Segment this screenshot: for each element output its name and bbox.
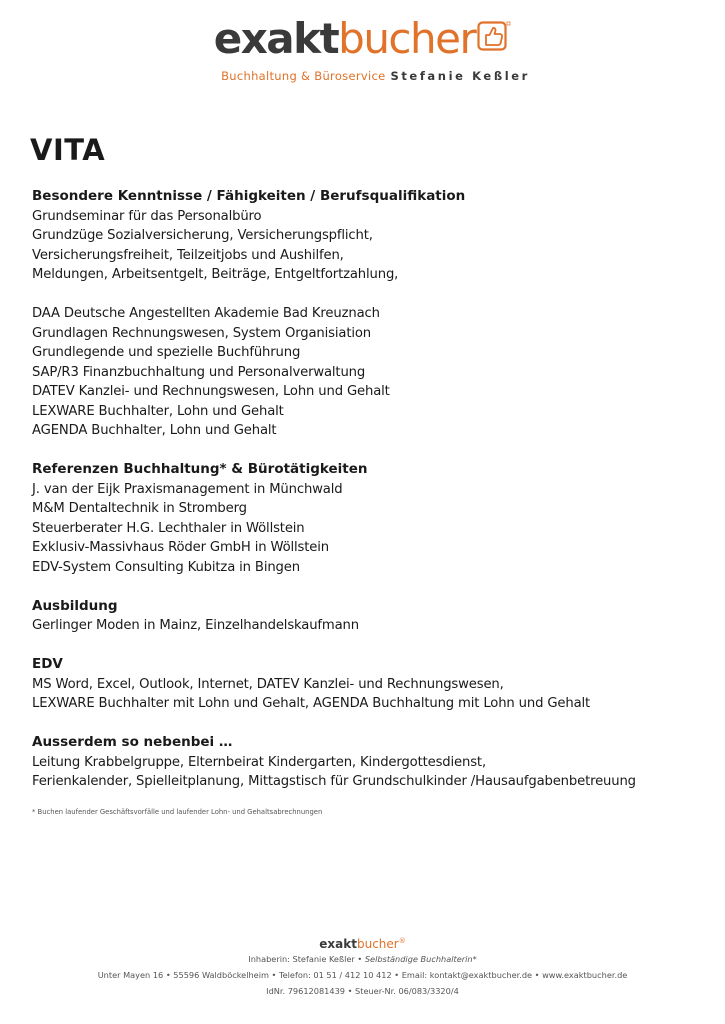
section-heading: Ausserdem so nebenbei … (32, 734, 233, 750)
list-item: J. van der Eijk Praxismanagement in Münchwald (32, 481, 343, 497)
footnote: * Buchen laufender Geschäftsvorfälle und laufender Lohn- und Gehaltsabrechnungen (32, 807, 323, 816)
footer-owner-role: Selbständige Buchhalterin* (364, 954, 477, 964)
list-item: Grundzüge Sozialversicherung, Versicherungspflicht, (32, 228, 373, 243)
spacer (32, 285, 702, 305)
list-item: Exklusiv-Massivhaus Röder GmbH in Wöllstein (32, 540, 329, 555)
page-title: VITA (30, 133, 106, 167)
list-item: Versicherungsfreiheit, Teilzeitjobs und Aushilfen, (32, 247, 344, 263)
footer (0, 934, 725, 999)
section-kenntnisse (32, 187, 702, 441)
footer-owner-name: Inhaberin: Stefanie Keßler • (248, 954, 365, 964)
list-item: MS Word, Excel, Outlook, Internet, DATEV Kanzlei- und Rechnungswesen, (32, 676, 504, 692)
list-item: Grundlegende und spezielle Buchführung (32, 345, 301, 360)
footer-logo-bold: exakt (319, 937, 357, 951)
tagline (26, 69, 725, 83)
list-item: LEXWARE Buchhalter mit Lohn und Gehalt, AGENDA Buchhaltung mit Lohn und Gehalt (32, 696, 591, 711)
footer-logo (0, 934, 725, 951)
footer-tax-ids: IdNr. 79612081439 • Steuer-Nr. 06/083/3320/4 (266, 986, 459, 996)
list-item: SAP/R3 Finanzbuchhaltung und Personalverwaltung (32, 364, 366, 380)
list-item: AGENDA Buchhalter, Lohn und Gehalt (32, 423, 277, 438)
footer-owner (0, 951, 725, 967)
list-item: Ferienkalender, Spielleitplanung, Mittagstisch für Grundschulkinder /Hausaufgabenbetreuung (32, 774, 636, 789)
section-edv (32, 655, 702, 714)
list-item: Leitung Krabbelgruppe, Elternbeirat Kindergarten, Kindergottesdienst, (32, 754, 486, 770)
list-item: Gerlinger Moden in Mainz, Einzelhandelskaufmann (32, 618, 359, 633)
list-item: EDV-System Consulting Kubitza in Bingen (32, 559, 300, 575)
list-item: M&M Dentaltechnik in Stromberg (32, 501, 247, 516)
section-ausbildung (32, 597, 702, 636)
list-item: Grundlagen Rechnungswesen, System Organisiation (32, 325, 371, 341)
list-item: Grundseminar für das Personalbüro (32, 208, 262, 224)
list-item: DAA Deutsche Angestellten Akademie Bad Kreuznach (32, 306, 380, 321)
section-heading: EDV (32, 656, 63, 672)
tagline-owner: Stefanie Keßler (390, 69, 530, 83)
section-referenzen (32, 460, 702, 577)
section-heading: Besondere Kenntnisse / Fähigkeiten / Berufsqualifikation (32, 188, 466, 204)
vita-content (32, 187, 702, 822)
tagline-service: Buchhaltung & Büroservice (221, 69, 386, 83)
logo-light-text: bucher (338, 14, 476, 63)
registered-mark: ® (398, 937, 406, 945)
list-item: DATEV Kanzlei- und Rechnungswesen, Lohn und Gehalt (32, 384, 390, 399)
header-logo (0, 14, 725, 83)
logo-wordmark (213, 14, 512, 63)
footer-logo-light: bucher (356, 937, 399, 951)
list-item: Steuerberater H.G. Lechthaler in Wöllstein (32, 520, 305, 536)
list-item: LEXWARE Buchhalter, Lohn und Gehalt (32, 403, 284, 419)
section-heading: Ausbildung (32, 597, 118, 614)
footer-address: Unter Mayen 16 • 55596 Waldböckelheim • Telefon: 01 51 / 412 10 412 • Email: kontakt@exaktbucher.de • www.exaktbucher.de (97, 970, 628, 980)
list-item: Meldungen, Arbeitsentgelt, Beiträge, Entgeltfortzahlung, (32, 267, 399, 282)
section-heading: Referenzen Buchhaltung* & Bürotätigkeiten (32, 461, 368, 477)
thumbs-up-icon (477, 21, 511, 54)
logo-bold-text: exakt (213, 14, 339, 63)
section-ausserdem (32, 733, 702, 792)
